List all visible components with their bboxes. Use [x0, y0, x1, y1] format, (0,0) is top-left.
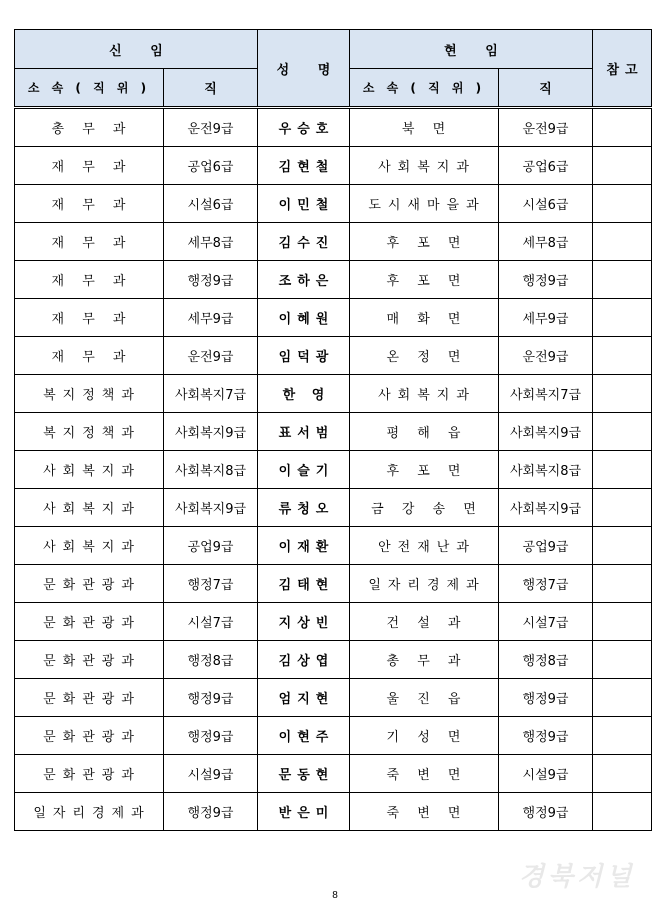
cell-current-rank: 운전9급 [499, 108, 593, 147]
cell-new-rank: 운전9급 [164, 108, 258, 147]
cell-name: 조하은 [258, 261, 350, 299]
cell-current-dept: 울 진 읍 [350, 679, 499, 717]
header-previous-dept: 소 속 ( 직 위 ) [15, 69, 164, 108]
cell-name: 김상엽 [258, 641, 350, 679]
cell-new-rank: 사회복지9급 [164, 489, 258, 527]
cell-note [593, 679, 652, 717]
cell-note [593, 489, 652, 527]
cell-new-dept: 재 무 과 [15, 261, 164, 299]
cell-note [593, 641, 652, 679]
cell-current-dept: 후 포 면 [350, 223, 499, 261]
cell-name: 표서범 [258, 413, 350, 451]
table-row [15, 108, 652, 147]
cell-new-dept: 문화관광과 [15, 679, 164, 717]
cell-name: 이현주 [258, 717, 350, 755]
cell-note [593, 375, 652, 413]
cell-current-rank: 운전9급 [499, 337, 593, 375]
cell-new-rank: 시설6급 [164, 185, 258, 223]
cell-note [593, 299, 652, 337]
cell-new-dept: 사회복지과 [15, 451, 164, 489]
cell-new-rank: 행정9급 [164, 793, 258, 831]
table-row [15, 527, 652, 565]
cell-current-dept: 총 무 과 [350, 641, 499, 679]
cell-current-rank: 세무8급 [499, 223, 593, 261]
table-row [15, 565, 652, 603]
cell-note [593, 185, 652, 223]
cell-new-dept: 사회복지과 [15, 489, 164, 527]
cell-new-rank: 시설7급 [164, 603, 258, 641]
cell-current-rank: 시설6급 [499, 185, 593, 223]
cell-new-dept: 문화관광과 [15, 717, 164, 755]
cell-new-dept: 재 무 과 [15, 185, 164, 223]
cell-note [593, 603, 652, 641]
cell-current-dept: 기 성 면 [350, 717, 499, 755]
cell-name: 임덕광 [258, 337, 350, 375]
cell-name: 반은미 [258, 793, 350, 831]
table-row [15, 223, 652, 261]
cell-new-rank: 공업6급 [164, 147, 258, 185]
cell-name: 이재환 [258, 527, 350, 565]
cell-new-dept: 재 무 과 [15, 299, 164, 337]
table-row [15, 451, 652, 489]
cell-new-dept: 재 무 과 [15, 337, 164, 375]
cell-current-dept: 후 포 면 [350, 261, 499, 299]
cell-new-dept: 일자리경제과 [15, 793, 164, 831]
svg-text:경북저널: 경북저널 [518, 862, 636, 892]
cell-current-dept: 죽 변 면 [350, 793, 499, 831]
header-name: 성 명 [258, 30, 350, 108]
table-row [15, 755, 652, 793]
table-row [15, 261, 652, 299]
cell-current-dept: 도시새마을과 [350, 185, 499, 223]
cell-note [593, 337, 652, 375]
cell-name: 이혜원 [258, 299, 350, 337]
cell-new-dept: 문화관광과 [15, 755, 164, 793]
cell-new-rank: 행정9급 [164, 717, 258, 755]
cell-new-rank: 공업9급 [164, 527, 258, 565]
header-current-group: 현 임 [350, 30, 593, 69]
cell-current-dept: 매 화 면 [350, 299, 499, 337]
cell-note [593, 565, 652, 603]
cell-note [593, 755, 652, 793]
cell-new-dept: 문화관광과 [15, 565, 164, 603]
cell-current-dept: 북 면 [350, 108, 499, 147]
cell-note [593, 223, 652, 261]
cell-note [593, 451, 652, 489]
cell-name: 엄지현 [258, 679, 350, 717]
cell-current-dept: 일자리경제과 [350, 565, 499, 603]
cell-new-rank: 행정9급 [164, 679, 258, 717]
cell-note [593, 793, 652, 831]
personnel-table [14, 29, 652, 831]
cell-current-rank: 세무9급 [499, 299, 593, 337]
cell-current-dept: 금 강 송 면 [350, 489, 499, 527]
cell-new-rank: 세무9급 [164, 299, 258, 337]
cell-name: 김태현 [258, 565, 350, 603]
header-note: 참고 [593, 30, 652, 108]
cell-current-rank: 행정9급 [499, 717, 593, 755]
cell-note [593, 527, 652, 565]
table-header [15, 30, 652, 108]
table-row [15, 793, 652, 831]
cell-name: 류청오 [258, 489, 350, 527]
cell-name: 이슬기 [258, 451, 350, 489]
cell-new-dept: 복지정책과 [15, 413, 164, 451]
table-row [15, 413, 652, 451]
table-body [15, 108, 652, 831]
cell-current-rank: 시설9급 [499, 755, 593, 793]
table-row [15, 489, 652, 527]
cell-new-rank: 시설9급 [164, 755, 258, 793]
cell-note [593, 413, 652, 451]
cell-current-rank: 행정8급 [499, 641, 593, 679]
cell-current-rank: 공업6급 [499, 147, 593, 185]
cell-current-dept: 평 해 읍 [350, 413, 499, 451]
cell-new-rank: 행정8급 [164, 641, 258, 679]
cell-new-dept: 문화관광과 [15, 641, 164, 679]
cell-new-dept: 재 무 과 [15, 147, 164, 185]
cell-current-rank: 시설7급 [499, 603, 593, 641]
header-current-dept: 소 속 ( 직 위 ) [350, 69, 499, 108]
cell-note [593, 147, 652, 185]
cell-note [593, 717, 652, 755]
header-current-rank: 직 [499, 69, 593, 108]
cell-current-dept: 죽 변 면 [350, 755, 499, 793]
cell-new-dept: 복지정책과 [15, 375, 164, 413]
header-previous-rank: 직 [164, 69, 258, 108]
cell-current-dept: 안전재난과 [350, 527, 499, 565]
cell-new-rank: 사회복지7급 [164, 375, 258, 413]
cell-name: 김수진 [258, 223, 350, 261]
cell-new-dept: 사회복지과 [15, 527, 164, 565]
cell-current-rank: 행정9급 [499, 679, 593, 717]
table-row [15, 717, 652, 755]
cell-name: 김현철 [258, 147, 350, 185]
cell-note [593, 261, 652, 299]
cell-current-rank: 공업9급 [499, 527, 593, 565]
cell-current-rank: 행정7급 [499, 565, 593, 603]
cell-current-dept: 사회복지과 [350, 147, 499, 185]
cell-name: 문동현 [258, 755, 350, 793]
cell-name: 이민철 [258, 185, 350, 223]
cell-current-rank: 행정9급 [499, 793, 593, 831]
cell-current-dept: 온 정 면 [350, 337, 499, 375]
cell-current-dept: 후 포 면 [350, 451, 499, 489]
cell-name: 우승호 [258, 108, 350, 147]
cell-current-dept: 건 설 과 [350, 603, 499, 641]
cell-new-rank: 행정9급 [164, 261, 258, 299]
cell-new-rank: 행정7급 [164, 565, 258, 603]
cell-note [593, 108, 652, 147]
cell-current-rank: 사회복지7급 [499, 375, 593, 413]
table-row [15, 299, 652, 337]
table-row [15, 185, 652, 223]
cell-new-dept: 총 무 과 [15, 108, 164, 147]
cell-name: 한 영 [258, 375, 350, 413]
cell-current-rank: 사회복지8급 [499, 451, 593, 489]
cell-new-rank: 운전9급 [164, 337, 258, 375]
cell-new-dept: 문화관광과 [15, 603, 164, 641]
cell-current-rank: 행정9급 [499, 261, 593, 299]
cell-new-dept: 재 무 과 [15, 223, 164, 261]
cell-new-rank: 세무8급 [164, 223, 258, 261]
table-row [15, 679, 652, 717]
cell-current-rank: 사회복지9급 [499, 413, 593, 451]
table-row [15, 337, 652, 375]
cell-new-rank: 사회복지8급 [164, 451, 258, 489]
header-previous-group: 신 임 [15, 30, 258, 69]
table-row [15, 375, 652, 413]
watermark-logo [502, 857, 652, 897]
table-row [15, 147, 652, 185]
cell-new-rank: 사회복지9급 [164, 413, 258, 451]
table-row [15, 641, 652, 679]
page-number: 8 [332, 890, 338, 901]
cell-current-dept: 사회복지과 [350, 375, 499, 413]
cell-current-rank: 사회복지9급 [499, 489, 593, 527]
table-row [15, 603, 652, 641]
cell-name: 지상빈 [258, 603, 350, 641]
